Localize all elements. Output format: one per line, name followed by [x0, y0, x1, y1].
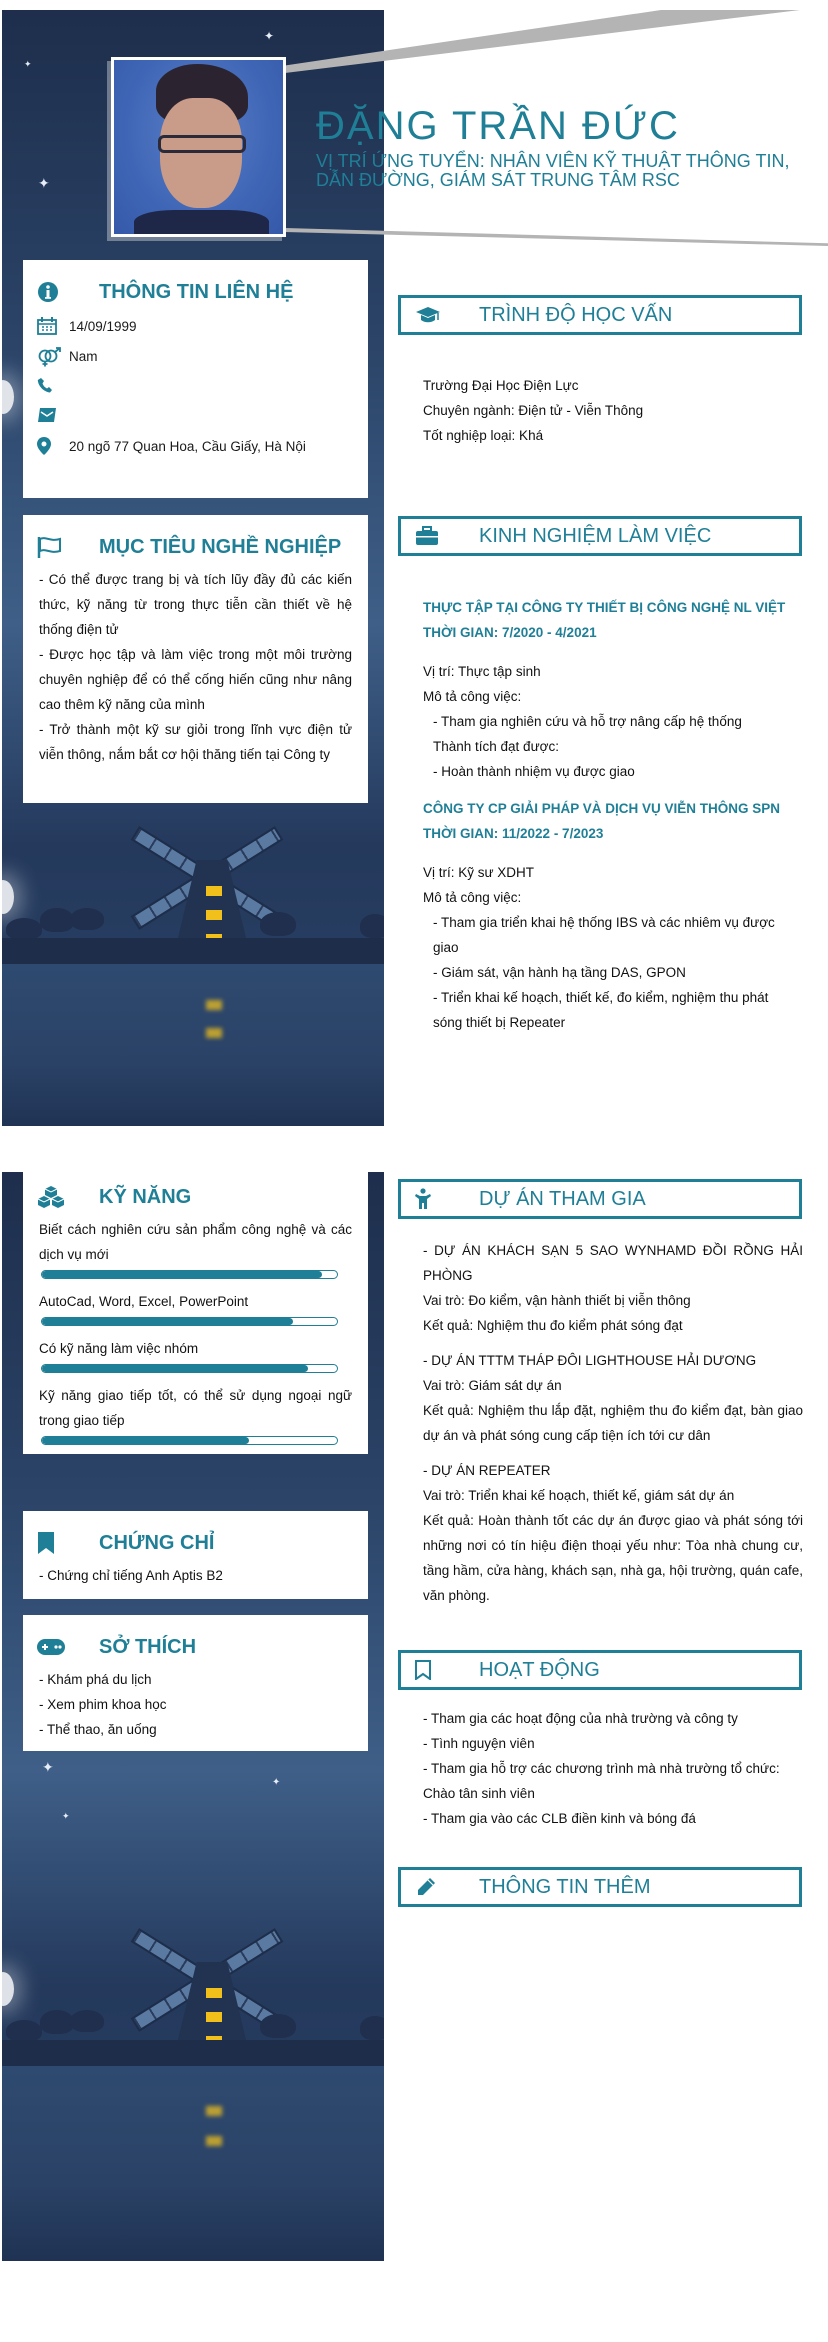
- ground: [2, 2040, 384, 2066]
- experience-header: KINH NGHIỆM LÀM VIỆC: [398, 516, 802, 556]
- star-icon: ✦: [24, 59, 32, 69]
- job-role: Vị trí: Kỹ sư XDHT: [423, 865, 535, 880]
- contact-birthday: 14/09/1999: [37, 312, 358, 342]
- star-icon: ✦: [272, 1777, 281, 1788]
- contact-address: 20 ngõ 77 Quan Hoa, Cầu Giấy, Hà Nội: [37, 432, 358, 462]
- objective-card: [23, 515, 368, 803]
- certificates-title: CHỨNG CHỈ: [99, 1531, 215, 1554]
- tree-silhouette: [70, 908, 104, 930]
- email-icon: [37, 402, 69, 423]
- education-school: Trường Đại Học Điện Lực: [423, 378, 579, 393]
- project-role: Vai trò: Giám sát dự án: [423, 1378, 562, 1393]
- project-item: [423, 1348, 803, 1448]
- certificate-item: - Chứng chỉ tiếng Anh Aptis B2: [39, 1568, 223, 1583]
- project-name: - DỰ ÁN REPEATER: [423, 1463, 551, 1478]
- education-major: Chuyên ngành: Điện tử - Viễn Thông: [423, 403, 644, 418]
- tree-silhouette: [360, 914, 384, 938]
- skill-progress-bar: [41, 1317, 338, 1326]
- project-item: [423, 1458, 803, 1608]
- job-period: THỜI GIAN: 7/2020 - 4/2021: [423, 625, 597, 640]
- activities-header: HOẠT ĐỘNG: [398, 1650, 802, 1690]
- skill-item: Có kỹ năng làm việc nhóm: [39, 1336, 358, 1373]
- job-item: CÔNG TY CP GIẢI PHÁP VÀ DỊCH VỤ VIỄN THÔNG SPN THỜI GIAN: 11/2022 - 7/2023 Vị trí: Kỹ sư XDHT Mô tả công việc: - Tham gia triển khai hệ thống IBS và các nhiêm vụ được giao - Giám sát, vận hành hạ tầng DAS, GPON - Triển khai kế hoạch, thiết kế, đo kiểm, nghiệm thu phát sóng thiết bị Repeater: [423, 796, 801, 1035]
- project-result: Kết quả: Nghiệm thu lắp đặt, nghiệm thu đo kiểm đạt, bàn giao dự án và phát sóng cung cấp tiện ích tới cư dân: [423, 1403, 803, 1443]
- star-icon: ✦: [38, 175, 50, 191]
- project-name: - DỰ ÁN TTTM THÁP ĐÔI LIGHTHOUSE HẢI DƯƠNG: [423, 1353, 757, 1368]
- windmill-window: [206, 2012, 222, 2022]
- contact-title: THÔNG TIN LIÊN HỆ: [99, 280, 294, 303]
- job-desc-label: Mô tả công việc:: [423, 689, 522, 704]
- tree-silhouette: [40, 2010, 74, 2034]
- reflection-light: [206, 2136, 222, 2146]
- project-role: Vai trò: Đo kiểm, vận hành thiết bị viễn thông: [423, 1293, 691, 1308]
- info-circle-icon: [37, 281, 65, 303]
- windmill-window: [206, 910, 222, 920]
- windmill-window: [206, 1988, 222, 1998]
- skill-item: AutoCad, Word, Excel, PowerPoint: [39, 1289, 358, 1326]
- child-figure-icon: [415, 1188, 445, 1210]
- activity-item: - Tham gia các hoạt động của nhà trường và công ty: [423, 1711, 738, 1726]
- windmill-scene: [2, 800, 384, 1126]
- job-desc-label: Mô tả công việc:: [423, 890, 522, 905]
- job-company: CÔNG TY CP GIẢI PHÁP VÀ DỊCH VỤ VIỄN THÔNG SPN: [423, 801, 781, 816]
- contact-gender: Nam: [37, 342, 358, 372]
- job-period: THỜI GIAN: 11/2022 - 7/2023: [423, 826, 604, 841]
- activity-item: - Tình nguyện viên: [423, 1736, 535, 1751]
- experience-body: [423, 595, 801, 1035]
- objective-title: MỤC TIÊU NGHỀ NGHIỆP: [99, 535, 342, 558]
- projects-body: [423, 1238, 803, 1608]
- skill-item: Biết cách nghiên cứu sản phẩm công nghệ và các dịch vụ mới: [39, 1217, 358, 1279]
- hobby-item: - Khám phá du lịch: [39, 1672, 152, 1687]
- project-result: Kết quả: Hoàn thành tốt các dự án được giao và phát sóng tới những nơi có tín hiệu điện thoại yếu như: Tòa nhà chung cư, tầng hầm, cửa hàng, khách sạn, nhà ga, hội trường, quán cafe, văn phòng.: [423, 1513, 803, 1603]
- reflection-light: [206, 1028, 222, 1038]
- hobby-item: - Xem phim khoa học: [39, 1697, 167, 1712]
- objective-line: - Có thể được trang bị và tích lũy đầy đủ các kiến thức, kỹ năng từ trong thực tiễn cần thiết về hệ thống điện tử: [39, 572, 352, 637]
- graduation-cap-icon: [415, 306, 445, 324]
- tree-silhouette: [6, 2020, 42, 2042]
- avatar: [114, 60, 283, 234]
- skill-progress-bar: [41, 1364, 338, 1373]
- job-role: Vị trí: Thực tập sinh: [423, 664, 541, 679]
- cv-page-2: [0, 1172, 828, 2267]
- map-marker-icon: [37, 432, 69, 455]
- contact-phone: [37, 372, 358, 402]
- tree-silhouette: [40, 908, 74, 932]
- windmill-scene: [2, 1902, 384, 2261]
- cv-page-1: [0, 0, 828, 1130]
- star-icon: ✦: [62, 1811, 70, 1821]
- gender-icon: [37, 342, 69, 367]
- phone-icon: [37, 372, 69, 393]
- calendar-icon: [37, 312, 69, 335]
- cubes-icon: [37, 1185, 65, 1209]
- skill-progress-bar: [41, 1270, 338, 1279]
- skill-progress-bar: [41, 1436, 338, 1445]
- briefcase-icon: [415, 526, 445, 546]
- flag-icon: [37, 536, 65, 558]
- activities-body: [423, 1706, 801, 1831]
- hobbies-card: [23, 1615, 368, 1751]
- moon-glow: [2, 380, 14, 414]
- tree-silhouette: [6, 918, 42, 940]
- activity-item: - Tham gia vào các CLB điền kinh và bóng đá: [423, 1811, 696, 1826]
- gamepad-icon: [37, 1639, 65, 1655]
- reflection-light: [206, 1000, 222, 1010]
- windmill-window: [206, 886, 222, 896]
- education-grade: Tốt nghiệp loại: Khá: [423, 428, 544, 443]
- contact-card: [23, 260, 368, 498]
- reflection-light: [206, 2106, 222, 2116]
- projects-header: DỰ ÁN THAM GIA: [398, 1179, 802, 1219]
- education-body: [423, 373, 801, 448]
- profile-photo: [111, 57, 286, 237]
- star-icon: ✦: [42, 1759, 54, 1775]
- star-icon: ✦: [264, 29, 275, 43]
- contact-email: [37, 402, 358, 432]
- water-reflection: [2, 964, 384, 1126]
- skill-item: Kỹ năng giao tiếp tốt, có thể sử dụng ngoại ngữ trong giao tiếp: [39, 1383, 358, 1445]
- skills-card: [23, 1172, 368, 1454]
- additional-info-header: THÔNG TIN THÊM: [398, 1867, 802, 1907]
- job-company: THỰC TẬP TẠI CÔNG TY THIẾT BỊ CÔNG NGHỆ NL VIỆT: [423, 600, 786, 615]
- education-header: TRÌNH ĐỘ HỌC VẤN: [398, 295, 802, 335]
- tree-silhouette: [260, 912, 296, 936]
- job-item: THỰC TẬP TẠI CÔNG TY THIẾT BỊ CÔNG NGHỆ NL VIỆT THỜI GIAN: 7/2020 - 4/2021 Vị trí: Thực tập sinh Mô tả công việc: - Tham gia nghiên cứu và hỗ trợ nâng cấp hệ thống Thành tích đạt được: - Hoàn thành nhiệm vụ được giao: [423, 595, 801, 784]
- ground: [2, 938, 384, 964]
- applied-position: VỊ TRÍ ỨNG TUYỂN: NHÂN VIÊN KỸ THUẬT THÔNG TIN, DẪN ĐƯỜNG, GIÁM SÁT TRUNG TÂM RSC: [316, 151, 790, 190]
- bookmark-outline-icon: [415, 1660, 445, 1680]
- tree-silhouette: [360, 2016, 384, 2040]
- certificates-card: [23, 1511, 368, 1599]
- tree-silhouette: [70, 2010, 104, 2032]
- objective-line: - Trở thành một kỹ sư giỏi trong lĩnh vực điện tử viễn thông, nắm bắt cơ hội thăng tiến tại Công ty: [39, 722, 352, 762]
- skills-title: KỸ NĂNG: [99, 1185, 192, 1208]
- pencil-icon: [415, 1876, 445, 1898]
- project-name: - DỰ ÁN KHÁCH SẠN 5 SAO WYNHAMD ĐỒI RỒNG HẢI PHÒNG: [423, 1243, 803, 1283]
- water-reflection: [2, 2066, 384, 2261]
- project-item: [423, 1238, 803, 1338]
- tree-silhouette: [260, 2014, 296, 2038]
- bookmark-icon: [37, 1532, 65, 1554]
- objective-line: - Được học tập và làm việc trong một môi trường chuyên nghiệp để có thể cống hiến cũng như nâng cao thêm kỹ năng của mình: [39, 647, 352, 712]
- project-role: Vai trò: Triển khai kế hoạch, thiết kế, giám sát dự án: [423, 1488, 735, 1503]
- candidate-name: ĐẶNG TRẦN ĐỨC: [316, 104, 680, 148]
- hobbies-title: SỞ THÍCH: [99, 1635, 197, 1658]
- activity-item: - Tham gia hỗ trợ các chương trình mà nhà trường tổ chức: Chào tân sinh viên: [423, 1761, 780, 1801]
- project-result: Kết quả: Nghiệm thu đo kiểm phát sóng đạt: [423, 1318, 683, 1333]
- hobby-item: - Thể thao, ăn uống: [39, 1722, 157, 1737]
